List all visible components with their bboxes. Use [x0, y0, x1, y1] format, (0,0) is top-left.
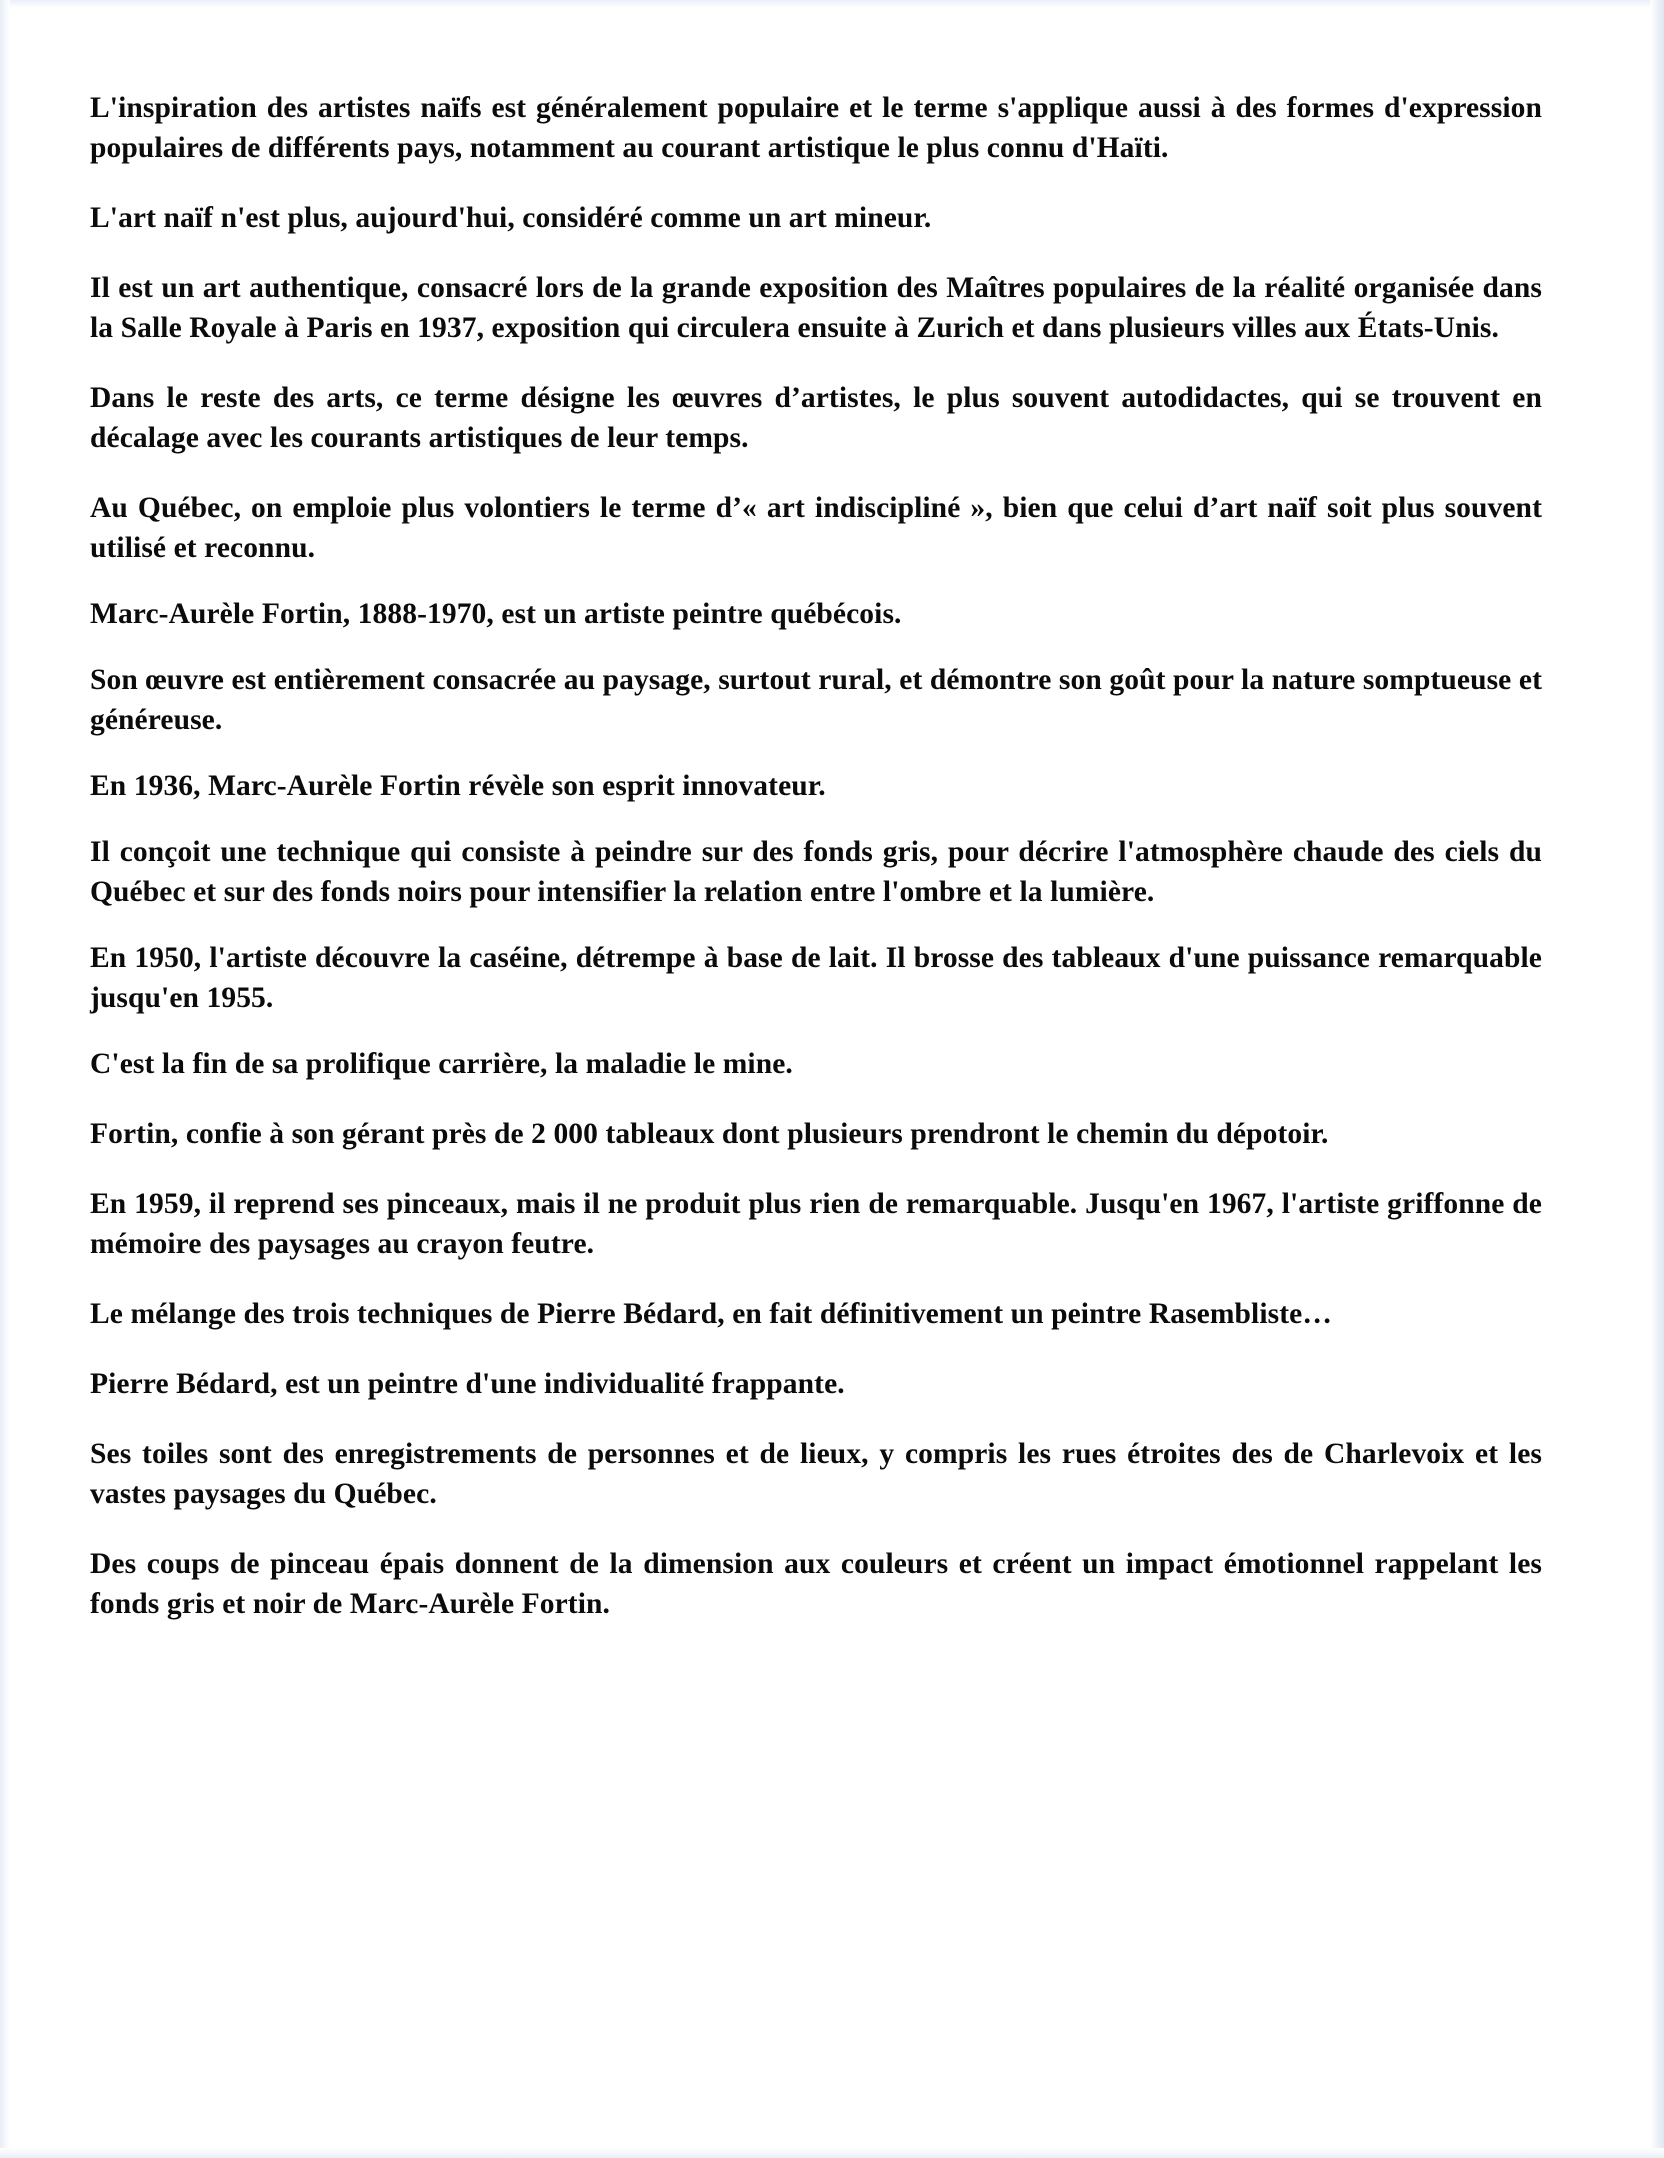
paragraph: Son œuvre est entièrement consacrée au paysage, surtout rural, et démontre son goût pour la nature somptueuse et généreuse.	[90, 664, 1542, 736]
paragraph: Ses toiles sont des enregistrements de personnes et de lieux, y compris les rues étroites des de Charlevoix et les vastes paysages du Québec.	[90, 1438, 1542, 1510]
document-body	[90, 88, 1542, 1624]
paragraph: Dans le reste des arts, ce terme désigne les œuvres d’artistes, le plus souvent autodidactes, qui se trouvent en décalage avec les courants artistiques de leur temps.	[90, 382, 1542, 454]
paragraph: En 1936, Marc-Aurèle Fortin révèle son esprit innovateur.	[90, 770, 826, 802]
paragraph: Fortin, confie à son gérant près de 2 000 tableaux dont plusieurs prendront le chemin du dépotoir.	[90, 1118, 1329, 1150]
paragraph: Pierre Bédard, est un peintre d'une individualité frappante.	[90, 1368, 845, 1400]
scan-edge-top	[0, 0, 1664, 8]
paragraph: Il est un art authentique, consacré lors de la grande exposition des Maîtres populaires de la réalité organisée dans la Salle Royale à Paris en 1937, exposition qui circulera ensuite à Zurich et dans plusieurs villes aux États-Unis.	[90, 272, 1542, 344]
paragraph: Des coups de pinceau épais donnent de la dimension aux couleurs et créent un impact émotionnel rappelant les fonds gris et noir de Marc-Aurèle Fortin.	[90, 1548, 1542, 1620]
paragraph: En 1959, il reprend ses pinceaux, mais il ne produit plus rien de remarquable. Jusqu'en 1967, l'artiste griffonne de mémoire des paysages au crayon feutre.	[90, 1188, 1542, 1260]
scan-edge-left	[0, 0, 10, 2158]
paragraph: C'est la fin de sa prolifique carrière, la maladie le mine.	[90, 1048, 793, 1080]
scan-edge-bottom	[0, 2148, 1664, 2158]
paragraph: L'art naïf n'est plus, aujourd'hui, considéré comme un art mineur.	[90, 202, 932, 234]
paragraph: L'inspiration des artistes naïfs est généralement populaire et le terme s'applique aussi à des formes d'expression populaires de différents pays, notamment au courant artistique le plus connu d'Haïti.	[90, 92, 1542, 164]
paragraph: Marc-Aurèle Fortin, 1888-1970, est un artiste peintre québécois.	[90, 598, 902, 630]
paragraph: Au Québec, on emploie plus volontiers le terme d’« art indiscipliné », bien que celui d’art naïf soit plus souvent utilisé et reconnu.	[90, 492, 1542, 564]
paragraph: Le mélange des trois techniques de Pierre Bédard, en fait définitivement un peintre Rasembliste…	[90, 1298, 1332, 1330]
paragraph: Il conçoit une technique qui consiste à peindre sur des fonds gris, pour décrire l'atmosphère chaude des ciels du Québec et sur des fonds noirs pour intensifier la relation entre l'ombre et la lumière.	[90, 836, 1542, 908]
scan-edge-right	[1650, 0, 1664, 2158]
paragraph: En 1950, l'artiste découvre la caséine, détrempe à base de lait. Il brosse des tableaux d'une puissance remarquable jusqu'en 1955.	[90, 942, 1542, 1014]
